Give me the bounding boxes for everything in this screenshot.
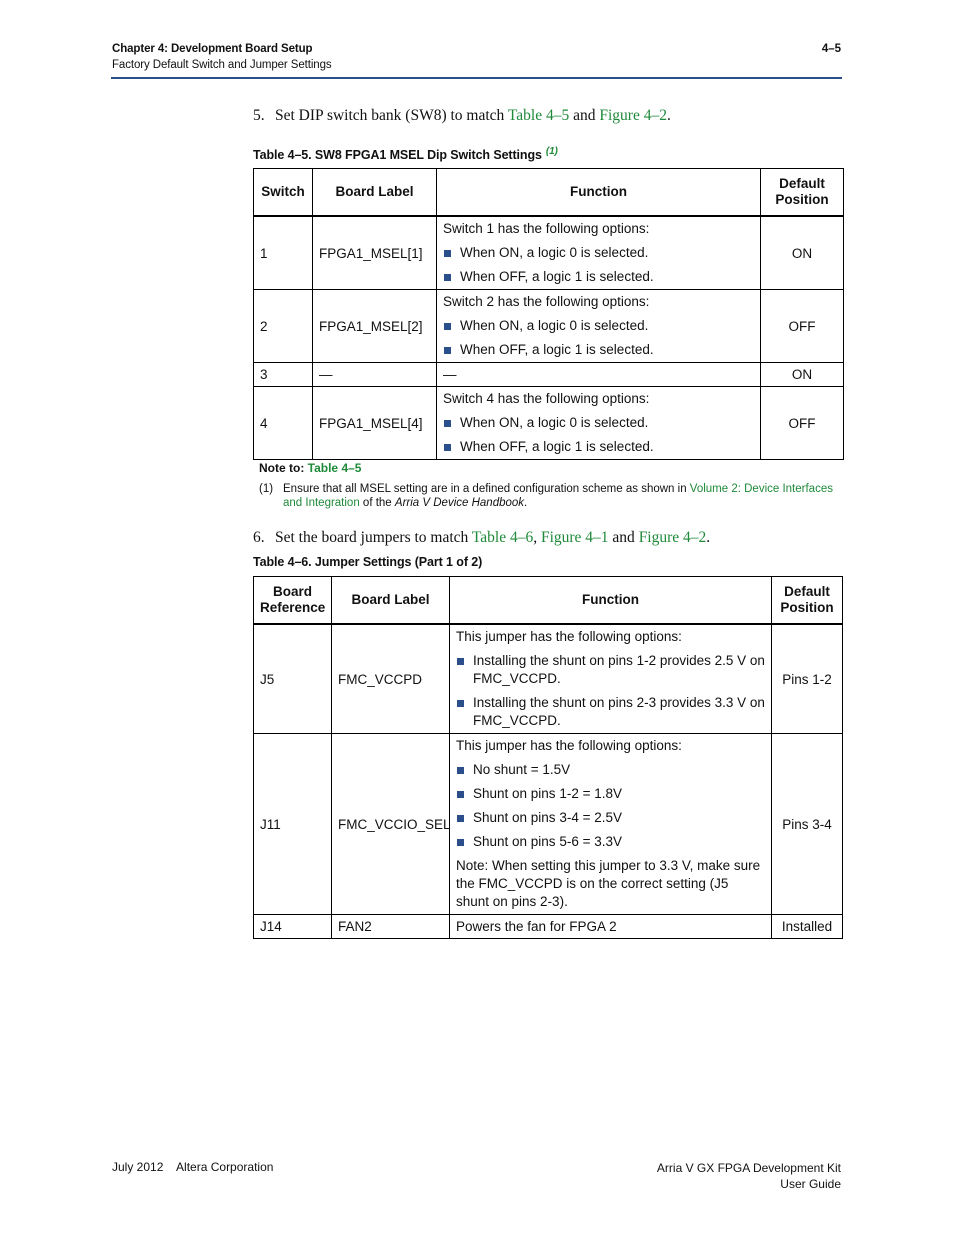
options-list: [456, 761, 765, 851]
note-mark: (1): [259, 483, 274, 495]
note-reference-link[interactable]: (1): [545, 146, 558, 157]
cell-default: ON: [761, 216, 844, 290]
list-item: Shunt on pins 3-4 = 2.5V: [456, 809, 765, 827]
table-row: [254, 915, 843, 939]
list-item: When OFF, a logic 1 is selected.: [443, 341, 754, 359]
link-figure-4-2[interactable]: Figure 4–2: [638, 529, 707, 546]
step-text: Set DIP switch bank (SW8) to match: [275, 107, 508, 124]
cell-switch: 3: [254, 363, 313, 387]
function-intro: Switch 4 has the following options:: [443, 391, 650, 406]
list-item: When ON, a logic 0 is selected.: [443, 244, 754, 262]
note-title-text: Note to:: [259, 461, 308, 475]
cell-switch: 4: [254, 387, 313, 460]
step-text-mid: and: [569, 107, 600, 124]
cell-board-label: FMC_VCCIO_SEL: [332, 734, 450, 915]
table-row: [254, 216, 844, 290]
step-text-sep: ,: [533, 529, 541, 546]
table-note-1: [259, 482, 844, 510]
header-function: Function: [450, 577, 772, 625]
list-item: When OFF, a logic 1 is selected.: [443, 438, 754, 456]
table-row: [254, 387, 844, 460]
header-default-position: Default Position: [761, 169, 844, 217]
cell-function: Powers the fan for FPGA 2: [450, 915, 772, 939]
options-list: [443, 317, 754, 359]
note-text-b: of the: [359, 497, 395, 509]
function-intro: This jumper has the following options:: [456, 629, 682, 644]
footer-product: Arria V GX FPGA Development Kit: [656, 1161, 841, 1175]
cell-default: Installed: [772, 915, 843, 939]
footer-doc-type: User Guide: [780, 1177, 841, 1191]
step-6: [253, 529, 710, 547]
header-switch: Switch: [254, 169, 313, 217]
table-4-5: [253, 168, 844, 460]
header-default-position: Default Position: [772, 577, 843, 625]
cell-function: [437, 290, 761, 363]
table-row: [254, 734, 843, 915]
table-4-6-caption: Table 4–6. Jumper Settings (Part 1 of 2): [253, 555, 483, 569]
table-row: [254, 363, 844, 387]
table-row: [254, 290, 844, 363]
running-header-chapter: Chapter 4: Development Board Setup: [112, 43, 313, 55]
function-intro: Switch 1 has the following options:: [443, 221, 650, 236]
cell-board-label: FPGA1_MSEL[4]: [313, 387, 437, 460]
step-text-end: .: [666, 107, 671, 124]
step-text: Set the board jumpers to match: [275, 529, 472, 546]
cell-switch: 2: [254, 290, 313, 363]
step-text-end: .: [706, 529, 711, 546]
link-figure-4-2[interactable]: Figure 4–2: [599, 107, 667, 124]
note-text-a: Ensure that all MSEL setting are in a defined configuration scheme as shown in: [283, 483, 690, 495]
table-row: [254, 624, 843, 734]
list-item: Shunt on pins 1-2 = 1.8V: [456, 785, 765, 803]
step-number: 5.: [253, 107, 265, 124]
function-note: Note: When setting this jumper to 3.3 V, make sure the FMC_VCCPD is on the correct setting (J5 shunt on pins 2-3).: [456, 858, 761, 909]
list-item: Shunt on pins 5-6 = 3.3V: [456, 833, 765, 851]
cell-default: Pins 1-2: [772, 624, 843, 734]
table-4-5-caption: [253, 146, 558, 162]
list-item: No shunt = 1.5V: [456, 761, 765, 779]
header-rule: [111, 77, 842, 79]
list-item: Installing the shunt on pins 1-2 provides 2.5 V on FMC_VCCPD.: [456, 652, 765, 688]
link-table-4-5[interactable]: Table 4–5: [507, 107, 570, 124]
list-item: When ON, a logic 0 is selected.: [443, 414, 754, 432]
link-figure-4-1[interactable]: Figure 4–1: [540, 529, 609, 546]
handbook-title: Arria V Device Handbook: [394, 497, 525, 509]
table-note-title: [259, 461, 361, 475]
cell-board-reference: J5: [254, 624, 332, 734]
page-number: 4–5: [821, 43, 841, 55]
list-item: Installing the shunt on pins 2-3 provides 3.3 V on FMC_VCCPD.: [456, 694, 765, 730]
footer-document-title: [657, 1160, 841, 1192]
options-list: [443, 414, 754, 456]
cell-function: —: [437, 363, 761, 387]
cell-board-label: FPGA1_MSEL[2]: [313, 290, 437, 363]
cell-function: [437, 216, 761, 290]
cell-board-label: —: [313, 363, 437, 387]
function-intro: This jumper has the following options:: [456, 738, 682, 753]
cell-function: [450, 624, 772, 734]
function-intro: Switch 2 has the following options:: [443, 294, 650, 309]
note-text: [283, 482, 844, 510]
cell-default: OFF: [761, 387, 844, 460]
options-list: [443, 244, 754, 286]
cell-function: [450, 734, 772, 915]
cell-board-label: FPGA1_MSEL[1]: [313, 216, 437, 290]
step-5: [253, 107, 671, 125]
link-table-4-5-note[interactable]: Table 4–5: [307, 461, 362, 475]
cell-board-reference: J11: [254, 734, 332, 915]
cell-board-label: FAN2: [332, 915, 450, 939]
header-board-label: Board Label: [313, 169, 437, 217]
cell-switch: 1: [254, 216, 313, 290]
list-item: When OFF, a logic 1 is selected.: [443, 268, 754, 286]
cell-function: [437, 387, 761, 460]
header-function: Function: [437, 169, 761, 217]
link-volume-2[interactable]: Volume 2: Device Interfaces and Integration: [283, 483, 833, 509]
cell-board-label: FMC_VCCPD: [332, 624, 450, 734]
options-list: [456, 652, 765, 730]
link-table-4-6[interactable]: Table 4–6: [471, 529, 534, 546]
table-4-6: [253, 576, 843, 939]
step-text-mid: and: [608, 529, 639, 546]
list-item: When ON, a logic 0 is selected.: [443, 317, 754, 335]
cell-board-reference: J14: [254, 915, 332, 939]
cell-default: Pins 3-4: [772, 734, 843, 915]
header-board-label: Board Label: [332, 577, 450, 625]
footer-date-company: July 2012 Altera Corporation: [112, 1160, 274, 1174]
step-number: 6.: [253, 529, 265, 546]
cell-default: OFF: [761, 290, 844, 363]
note-text-c: .: [524, 497, 528, 509]
caption-text: Table 4–5. SW8 FPGA1 MSEL Dip Switch Settings: [253, 148, 542, 163]
cell-default: ON: [761, 363, 844, 387]
running-header-section: Factory Default Switch and Jumper Settings: [112, 59, 332, 71]
header-board-reference: Board Reference: [254, 577, 332, 625]
